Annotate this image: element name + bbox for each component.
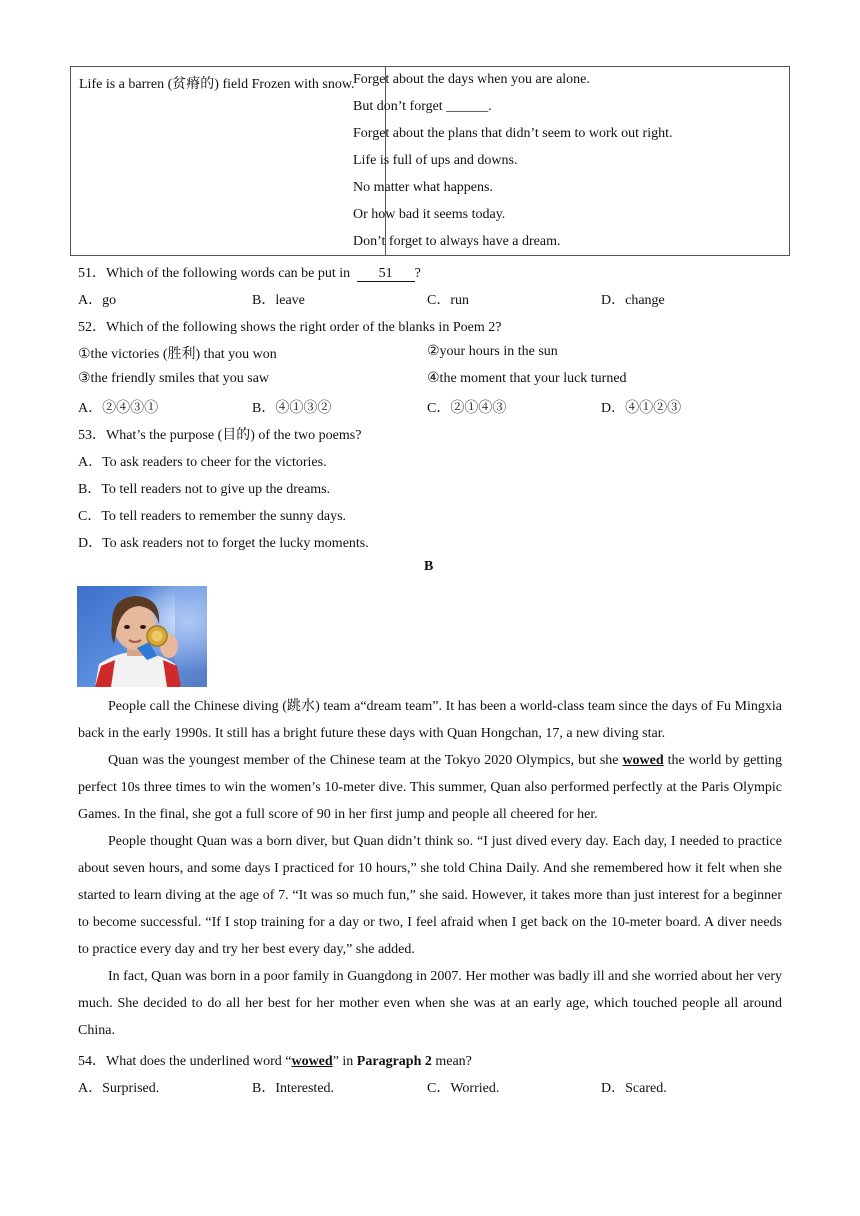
option-c[interactable]: C．Worried. [427, 1081, 500, 1096]
blank-item-1: ①the victories (胜利) that you won [78, 347, 277, 362]
underlined-word: wowed [291, 1054, 333, 1069]
paragraph-2 [78, 747, 782, 828]
blank-item-2: ②your hours in the sun [427, 344, 558, 359]
option-b[interactable]: B．④①③② [252, 401, 332, 416]
paragraph-3: People thought Quan was a born diver, but Quan didn’t think so. “I just dived every day. Each day, I needed to practice about seven hours, and some days I practiced for 10 hours,” she told China Daily. And she remembered how it felt when she started to learn diving at the age of 7. “It was so much fun,” she said. However, it takes more than just interest for a beginner to become successful. “If I stop training for a day or two, I feel afraid when I get back on the 10-meter board. A diver needs to practice every day and try her best every day,” she added. [78, 834, 782, 957]
poem-2-line: Forget about the plans that didn’t seem to work out right. [353, 126, 673, 141]
option-a[interactable]: A．Surprised. [78, 1081, 160, 1096]
option-a[interactable]: A．To ask readers to cheer for the victories. [78, 455, 327, 470]
option-b[interactable]: B．Interested. [252, 1081, 335, 1096]
paragraph-1: People call the Chinese diving (跳水) team a“dream team”. It has been a world-class team since the days of Fu Mingxia back in the early 1990s. It still has a bright future these days with Quan Hongchan, 17, a new diving star. [78, 699, 782, 741]
option-c[interactable]: C．run [427, 293, 469, 308]
poem-2-line: No matter what happens. [353, 180, 493, 195]
question-text: Which of the following words can be put in [106, 266, 351, 281]
option-d[interactable]: D．④①②③ [601, 401, 682, 416]
poem-2-line: Or how bad it seems today. [353, 207, 506, 222]
option-c[interactable]: C．②①④③ [427, 401, 507, 416]
option-d[interactable]: D．To ask readers not to forget the lucky moments. [78, 536, 369, 551]
question-text: mean? [431, 1054, 472, 1069]
question-number: 52． [78, 320, 106, 335]
underlined-word: wowed [622, 753, 664, 768]
poem-2-line: Life is full of ups and downs. [353, 153, 518, 168]
poem-2-line: But don’t forget ______. [353, 99, 492, 114]
paragraph-4: In fact, Quan was born in a poor family in Guangdong in 2007. Her mother was badly ill and she worried about her very much. She decided to do all her best for her mother even when she was at an early age, which touched people all around China. [78, 969, 782, 1038]
question-text: Which of the following shows the right order of the blanks in Poem 2? [106, 320, 502, 335]
option-c[interactable]: C．To tell readers to remember the sunny days. [78, 509, 347, 524]
blank-item-3: ③the friendly smiles that you saw [78, 371, 270, 386]
blank-item-4: ④the moment that your luck turned [427, 371, 627, 386]
option-b[interactable]: B．leave [252, 293, 305, 308]
option-a[interactable]: A．go [78, 293, 117, 308]
question-text: ” in [332, 1054, 357, 1069]
section-heading: B [424, 559, 434, 574]
question-number: 54． [78, 1054, 106, 1069]
question-51 [78, 262, 421, 282]
paragraph-reference: Paragraph 2 [356, 1054, 432, 1069]
option-a[interactable]: A．②④③① [78, 401, 159, 416]
question-number: 51． [78, 266, 106, 281]
paragraph-2-text: the world by getting perfect 10s three times to win the women’s 10-meter dive. This summer, Quan also performed perfectly at the Paris Olympic Games. In the final, she got a full score of 90 in her first jump and people all cheered for her. [78, 753, 782, 822]
poem-2-line: Don’t forget to always have a dream. [353, 234, 561, 249]
blank-51: 51 [357, 267, 415, 282]
question-text: What does the underlined word “ [106, 1054, 292, 1069]
paragraph-2-text: Quan was the youngest member of the Chinese team at the Tokyo 2020 Olympics, but she [108, 753, 623, 768]
diver-medal-photo [77, 586, 207, 687]
option-b[interactable]: B．To tell readers not to give up the dreams. [78, 482, 331, 497]
poem-left-cell [71, 67, 386, 255]
question-52 [78, 316, 501, 336]
question-number: 53． [78, 428, 106, 443]
question-54 [78, 1050, 472, 1070]
option-d[interactable]: D．Scared. [601, 1081, 667, 1096]
question-end: ? [414, 266, 421, 281]
poem-1-text: Life is a barren (贫瘠的) field Frozen with snow. [79, 77, 355, 92]
poem-2-line: Forget about the days when you are alone. [353, 72, 590, 87]
question-text: What’s the purpose (目的) of the two poems? [106, 428, 362, 443]
option-d[interactable]: D．change [601, 293, 665, 308]
question-53 [78, 424, 361, 444]
